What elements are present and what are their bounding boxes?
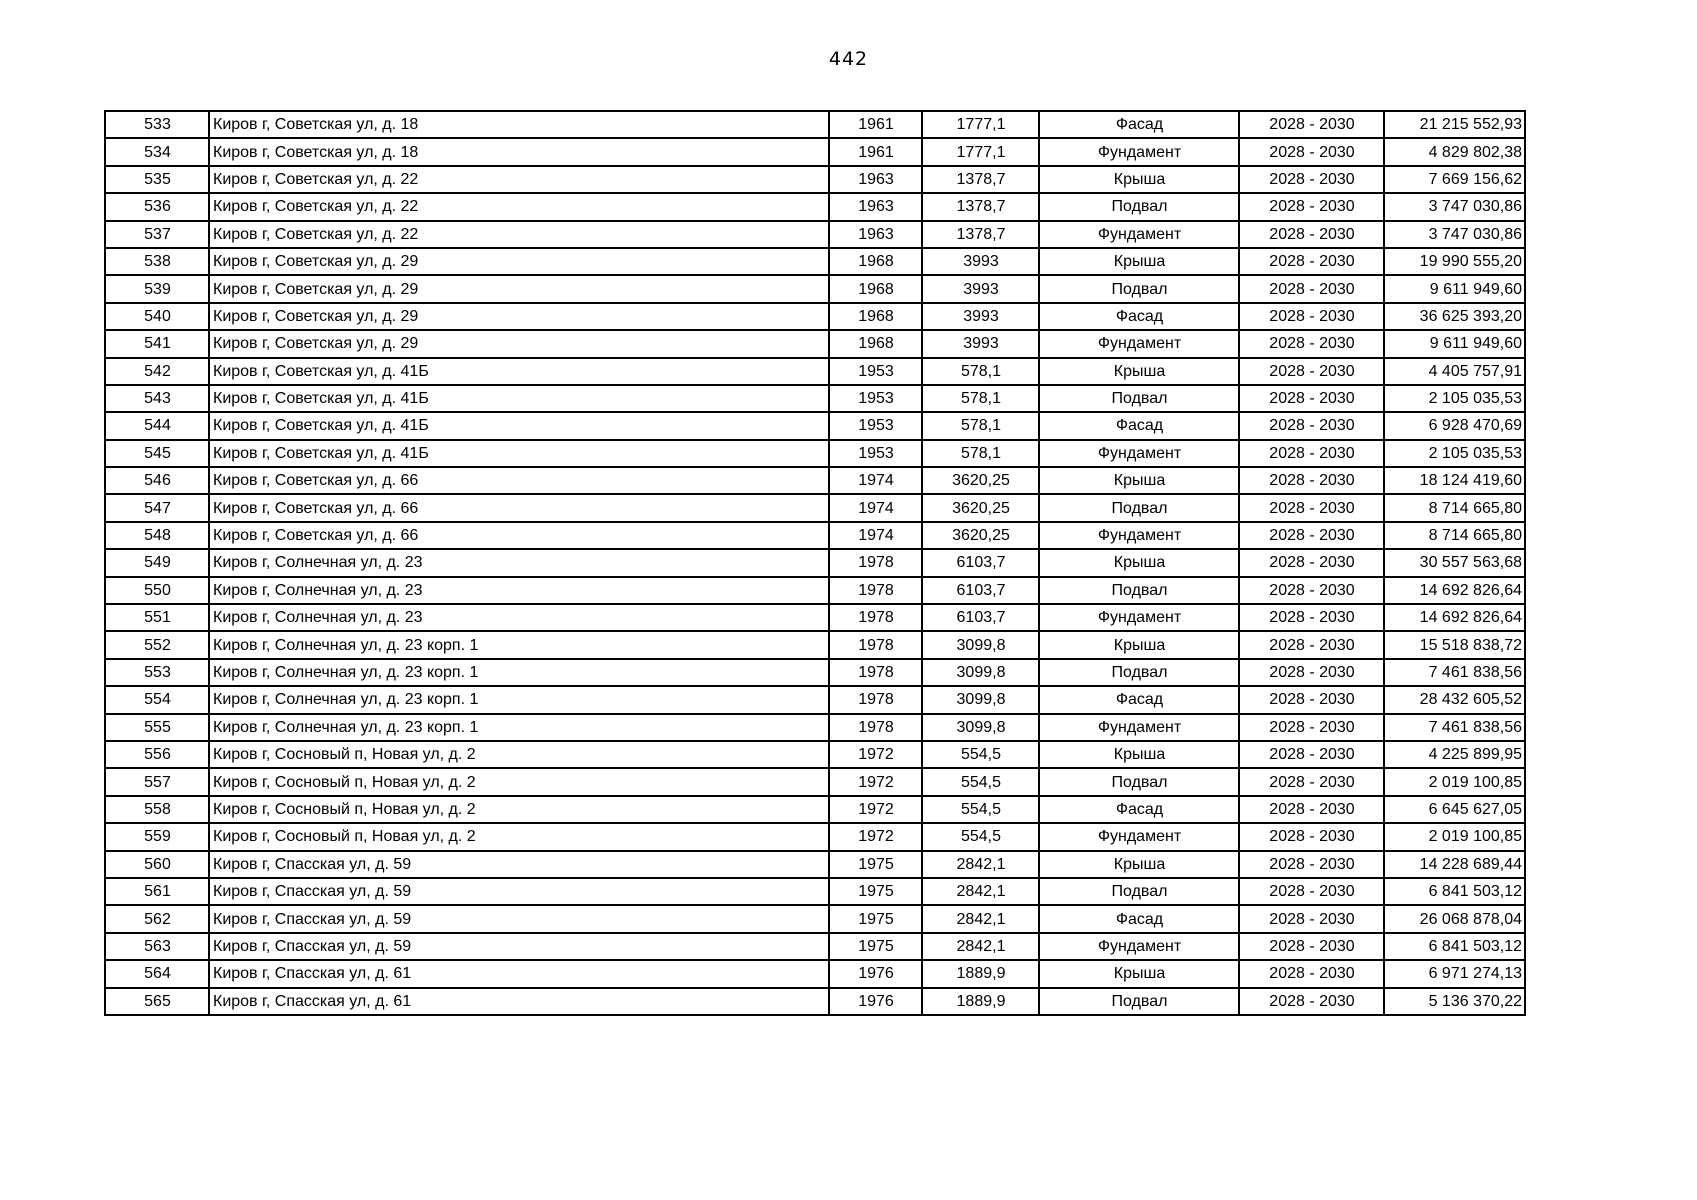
cost-cell: 2 019 100,85	[1384, 768, 1525, 795]
table-row	[105, 248, 1525, 275]
table-row	[105, 138, 1525, 165]
page-number: 442	[828, 48, 869, 70]
cost-cell: 6 841 503,12	[1384, 878, 1525, 905]
cost-cell: 2 105 035,53	[1384, 440, 1525, 467]
row-number-cell: 548	[105, 522, 209, 549]
address-cell: Киров г, Советская ул, д. 29	[209, 330, 829, 357]
row-number-cell: 556	[105, 741, 209, 768]
build-year-cell: 1974	[829, 494, 922, 521]
cost-cell: 14 228 689,44	[1384, 851, 1525, 878]
address-cell: Киров г, Спасская ул, д. 61	[209, 960, 829, 987]
cost-cell: 4 405 757,91	[1384, 358, 1525, 385]
address-cell: Киров г, Советская ул, д. 41Б	[209, 358, 829, 385]
address-cell: Киров г, Сосновый п, Новая ул, д. 2	[209, 741, 829, 768]
address-cell: Киров г, Спасская ул, д. 59	[209, 878, 829, 905]
work-type-cell: Фундамент	[1039, 138, 1239, 165]
area-cell: 6103,7	[922, 549, 1039, 576]
work-type-cell: Подвал	[1039, 988, 1239, 1015]
build-year-cell: 1976	[829, 960, 922, 987]
period-cell: 2028 - 2030	[1239, 303, 1384, 330]
area-cell: 1889,9	[922, 960, 1039, 987]
period-cell: 2028 - 2030	[1239, 549, 1384, 576]
address-cell: Киров г, Сосновый п, Новая ул, д. 2	[209, 796, 829, 823]
build-year-cell: 1978	[829, 686, 922, 713]
area-cell: 3993	[922, 330, 1039, 357]
address-cell: Киров г, Советская ул, д. 22	[209, 193, 829, 220]
table-row	[105, 494, 1525, 521]
cost-cell: 6 971 274,13	[1384, 960, 1525, 987]
row-number-cell: 537	[105, 221, 209, 248]
build-year-cell: 1963	[829, 166, 922, 193]
build-year-cell: 1978	[829, 577, 922, 604]
table-row	[105, 905, 1525, 932]
row-number-cell: 553	[105, 659, 209, 686]
period-cell: 2028 - 2030	[1239, 577, 1384, 604]
row-number-cell: 544	[105, 412, 209, 439]
cost-cell: 4 225 899,95	[1384, 741, 1525, 768]
area-cell: 2842,1	[922, 905, 1039, 932]
row-number-cell: 545	[105, 440, 209, 467]
area-cell: 3099,8	[922, 631, 1039, 658]
table-row	[105, 275, 1525, 302]
row-number-cell: 536	[105, 193, 209, 220]
work-type-cell: Крыша	[1039, 166, 1239, 193]
work-type-cell: Крыша	[1039, 549, 1239, 576]
row-number-cell: 550	[105, 577, 209, 604]
cost-cell: 30 557 563,68	[1384, 549, 1525, 576]
cost-cell: 19 990 555,20	[1384, 248, 1525, 275]
cost-cell: 21 215 552,93	[1384, 111, 1525, 138]
work-type-cell: Подвал	[1039, 659, 1239, 686]
address-cell: Киров г, Спасская ул, д. 61	[209, 988, 829, 1015]
address-cell: Киров г, Советская ул, д. 41Б	[209, 385, 829, 412]
address-cell: Киров г, Советская ул, д. 22	[209, 221, 829, 248]
address-cell: Киров г, Советская ул, д. 66	[209, 522, 829, 549]
period-cell: 2028 - 2030	[1239, 604, 1384, 631]
period-cell: 2028 - 2030	[1239, 988, 1384, 1015]
area-cell: 1378,7	[922, 221, 1039, 248]
table-row	[105, 933, 1525, 960]
work-type-cell: Фундамент	[1039, 440, 1239, 467]
work-type-cell: Фасад	[1039, 796, 1239, 823]
period-cell: 2028 - 2030	[1239, 138, 1384, 165]
area-cell: 3993	[922, 275, 1039, 302]
table-row	[105, 686, 1525, 713]
work-type-cell: Подвал	[1039, 193, 1239, 220]
address-cell: Киров г, Солнечная ул, д. 23	[209, 577, 829, 604]
period-cell: 2028 - 2030	[1239, 741, 1384, 768]
area-cell: 578,1	[922, 412, 1039, 439]
row-number-cell: 564	[105, 960, 209, 987]
row-number-cell: 559	[105, 823, 209, 850]
cost-cell: 3 747 030,86	[1384, 221, 1525, 248]
build-year-cell: 1975	[829, 851, 922, 878]
build-year-cell: 1968	[829, 275, 922, 302]
cost-cell: 8 714 665,80	[1384, 494, 1525, 521]
table-row	[105, 385, 1525, 412]
table-row	[105, 440, 1525, 467]
area-cell: 2842,1	[922, 933, 1039, 960]
table-row	[105, 522, 1525, 549]
period-cell: 2028 - 2030	[1239, 631, 1384, 658]
work-type-cell: Фундамент	[1039, 522, 1239, 549]
table-row	[105, 960, 1525, 987]
table-row	[105, 221, 1525, 248]
work-type-cell: Подвал	[1039, 878, 1239, 905]
build-year-cell: 1972	[829, 768, 922, 795]
table-row	[105, 412, 1525, 439]
address-cell: Киров г, Советская ул, д. 41Б	[209, 412, 829, 439]
area-cell: 1777,1	[922, 138, 1039, 165]
area-cell: 3993	[922, 248, 1039, 275]
row-number-cell: 535	[105, 166, 209, 193]
cost-cell: 14 692 826,64	[1384, 604, 1525, 631]
build-year-cell: 1974	[829, 467, 922, 494]
area-cell: 1378,7	[922, 193, 1039, 220]
build-year-cell: 1978	[829, 604, 922, 631]
period-cell: 2028 - 2030	[1239, 358, 1384, 385]
work-type-cell: Фундамент	[1039, 604, 1239, 631]
table-row	[105, 851, 1525, 878]
row-number-cell: 555	[105, 714, 209, 741]
area-cell: 3099,8	[922, 659, 1039, 686]
address-cell: Киров г, Советская ул, д. 41Б	[209, 440, 829, 467]
address-cell: Киров г, Советская ул, д. 66	[209, 467, 829, 494]
build-year-cell: 1968	[829, 248, 922, 275]
build-year-cell: 1975	[829, 933, 922, 960]
capital-repair-table	[104, 110, 1526, 1016]
period-cell: 2028 - 2030	[1239, 193, 1384, 220]
table-row	[105, 358, 1525, 385]
period-cell: 2028 - 2030	[1239, 412, 1384, 439]
row-number-cell: 542	[105, 358, 209, 385]
table-row	[105, 111, 1525, 138]
work-type-cell: Подвал	[1039, 275, 1239, 302]
table-row	[105, 988, 1525, 1015]
cost-cell: 2 019 100,85	[1384, 823, 1525, 850]
row-number-cell: 554	[105, 686, 209, 713]
area-cell: 1378,7	[922, 166, 1039, 193]
row-number-cell: 565	[105, 988, 209, 1015]
address-cell: Киров г, Сосновый п, Новая ул, д. 2	[209, 823, 829, 850]
area-cell: 2842,1	[922, 878, 1039, 905]
period-cell: 2028 - 2030	[1239, 686, 1384, 713]
period-cell: 2028 - 2030	[1239, 275, 1384, 302]
build-year-cell: 1972	[829, 796, 922, 823]
period-cell: 2028 - 2030	[1239, 385, 1384, 412]
table-row	[105, 659, 1525, 686]
table-row	[105, 796, 1525, 823]
row-number-cell: 543	[105, 385, 209, 412]
cost-cell: 7 461 838,56	[1384, 659, 1525, 686]
address-cell: Киров г, Солнечная ул, д. 23 корп. 1	[209, 714, 829, 741]
address-cell: Киров г, Советская ул, д. 18	[209, 111, 829, 138]
row-number-cell: 557	[105, 768, 209, 795]
address-cell: Киров г, Советская ул, д. 29	[209, 303, 829, 330]
build-year-cell: 1953	[829, 385, 922, 412]
area-cell: 3620,25	[922, 467, 1039, 494]
area-cell: 3993	[922, 303, 1039, 330]
table-row	[105, 166, 1525, 193]
period-cell: 2028 - 2030	[1239, 659, 1384, 686]
address-cell: Киров г, Спасская ул, д. 59	[209, 851, 829, 878]
cost-cell: 4 829 802,38	[1384, 138, 1525, 165]
work-type-cell: Крыша	[1039, 851, 1239, 878]
cost-cell: 28 432 605,52	[1384, 686, 1525, 713]
area-cell: 3620,25	[922, 494, 1039, 521]
period-cell: 2028 - 2030	[1239, 851, 1384, 878]
work-type-cell: Крыша	[1039, 467, 1239, 494]
period-cell: 2028 - 2030	[1239, 522, 1384, 549]
work-type-cell: Фасад	[1039, 412, 1239, 439]
work-type-cell: Крыша	[1039, 248, 1239, 275]
address-cell: Киров г, Сосновый п, Новая ул, д. 2	[209, 768, 829, 795]
row-number-cell: 551	[105, 604, 209, 631]
area-cell: 578,1	[922, 358, 1039, 385]
row-number-cell: 541	[105, 330, 209, 357]
cost-cell: 36 625 393,20	[1384, 303, 1525, 330]
work-type-cell: Фасад	[1039, 303, 1239, 330]
period-cell: 2028 - 2030	[1239, 714, 1384, 741]
row-number-cell: 539	[105, 275, 209, 302]
period-cell: 2028 - 2030	[1239, 878, 1384, 905]
row-number-cell: 563	[105, 933, 209, 960]
row-number-cell: 533	[105, 111, 209, 138]
table-row	[105, 878, 1525, 905]
work-type-cell: Фундамент	[1039, 221, 1239, 248]
cost-cell: 6 645 627,05	[1384, 796, 1525, 823]
cost-cell: 2 105 035,53	[1384, 385, 1525, 412]
build-year-cell: 1953	[829, 412, 922, 439]
address-cell: Киров г, Советская ул, д. 29	[209, 248, 829, 275]
table-row	[105, 193, 1525, 220]
build-year-cell: 1976	[829, 988, 922, 1015]
table-row	[105, 741, 1525, 768]
table-row	[105, 467, 1525, 494]
area-cell: 3099,8	[922, 686, 1039, 713]
cost-cell: 7 669 156,62	[1384, 166, 1525, 193]
area-cell: 1889,9	[922, 988, 1039, 1015]
work-type-cell: Крыша	[1039, 631, 1239, 658]
build-year-cell: 1968	[829, 303, 922, 330]
area-cell: 2842,1	[922, 851, 1039, 878]
area-cell: 3099,8	[922, 714, 1039, 741]
build-year-cell: 1961	[829, 138, 922, 165]
table-body	[105, 111, 1525, 1015]
cost-cell: 9 611 949,60	[1384, 275, 1525, 302]
row-number-cell: 552	[105, 631, 209, 658]
work-type-cell: Подвал	[1039, 577, 1239, 604]
row-number-cell: 534	[105, 138, 209, 165]
area-cell: 6103,7	[922, 604, 1039, 631]
address-cell: Киров г, Спасская ул, д. 59	[209, 905, 829, 932]
area-cell: 554,5	[922, 796, 1039, 823]
cost-cell: 18 124 419,60	[1384, 467, 1525, 494]
cost-cell: 15 518 838,72	[1384, 631, 1525, 658]
build-year-cell: 1978	[829, 659, 922, 686]
period-cell: 2028 - 2030	[1239, 768, 1384, 795]
work-type-cell: Фундамент	[1039, 823, 1239, 850]
cost-cell: 6 841 503,12	[1384, 933, 1525, 960]
address-cell: Киров г, Солнечная ул, д. 23	[209, 549, 829, 576]
area-cell: 6103,7	[922, 577, 1039, 604]
area-cell: 554,5	[922, 768, 1039, 795]
address-cell: Киров г, Солнечная ул, д. 23 корп. 1	[209, 631, 829, 658]
area-cell: 578,1	[922, 385, 1039, 412]
table-row	[105, 823, 1525, 850]
cost-cell: 7 461 838,56	[1384, 714, 1525, 741]
period-cell: 2028 - 2030	[1239, 933, 1384, 960]
build-year-cell: 1978	[829, 549, 922, 576]
build-year-cell: 1963	[829, 193, 922, 220]
build-year-cell: 1978	[829, 631, 922, 658]
period-cell: 2028 - 2030	[1239, 796, 1384, 823]
area-cell: 3620,25	[922, 522, 1039, 549]
row-number-cell: 561	[105, 878, 209, 905]
work-type-cell: Крыша	[1039, 741, 1239, 768]
cost-cell: 5 136 370,22	[1384, 988, 1525, 1015]
period-cell: 2028 - 2030	[1239, 166, 1384, 193]
work-type-cell: Подвал	[1039, 768, 1239, 795]
address-cell: Киров г, Советская ул, д. 18	[209, 138, 829, 165]
address-cell: Киров г, Солнечная ул, д. 23 корп. 1	[209, 659, 829, 686]
row-number-cell: 560	[105, 851, 209, 878]
cost-cell: 26 068 878,04	[1384, 905, 1525, 932]
work-type-cell: Крыша	[1039, 358, 1239, 385]
table-row	[105, 330, 1525, 357]
period-cell: 2028 - 2030	[1239, 440, 1384, 467]
row-number-cell: 540	[105, 303, 209, 330]
cost-cell: 14 692 826,64	[1384, 577, 1525, 604]
cost-cell: 3 747 030,86	[1384, 193, 1525, 220]
address-cell: Киров г, Спасская ул, д. 59	[209, 933, 829, 960]
period-cell: 2028 - 2030	[1239, 467, 1384, 494]
row-number-cell: 538	[105, 248, 209, 275]
row-number-cell: 549	[105, 549, 209, 576]
work-type-cell: Подвал	[1039, 494, 1239, 521]
period-cell: 2028 - 2030	[1239, 823, 1384, 850]
work-type-cell: Фасад	[1039, 686, 1239, 713]
build-year-cell: 1974	[829, 522, 922, 549]
build-year-cell: 1972	[829, 823, 922, 850]
row-number-cell: 558	[105, 796, 209, 823]
period-cell: 2028 - 2030	[1239, 111, 1384, 138]
period-cell: 2028 - 2030	[1239, 905, 1384, 932]
build-year-cell: 1953	[829, 358, 922, 385]
work-type-cell: Фундамент	[1039, 933, 1239, 960]
cost-cell: 8 714 665,80	[1384, 522, 1525, 549]
build-year-cell: 1975	[829, 905, 922, 932]
address-cell: Киров г, Советская ул, д. 29	[209, 275, 829, 302]
table-row	[105, 303, 1525, 330]
work-type-cell: Фасад	[1039, 905, 1239, 932]
table-row	[105, 577, 1525, 604]
work-type-cell: Подвал	[1039, 385, 1239, 412]
period-cell: 2028 - 2030	[1239, 248, 1384, 275]
address-cell: Киров г, Советская ул, д. 66	[209, 494, 829, 521]
address-cell: Киров г, Советская ул, д. 22	[209, 166, 829, 193]
area-cell: 578,1	[922, 440, 1039, 467]
area-cell: 554,5	[922, 741, 1039, 768]
address-cell: Киров г, Солнечная ул, д. 23 корп. 1	[209, 686, 829, 713]
build-year-cell: 1953	[829, 440, 922, 467]
table-row	[105, 631, 1525, 658]
period-cell: 2028 - 2030	[1239, 494, 1384, 521]
table-row	[105, 604, 1525, 631]
build-year-cell: 1968	[829, 330, 922, 357]
period-cell: 2028 - 2030	[1239, 330, 1384, 357]
row-number-cell: 547	[105, 494, 209, 521]
row-number-cell: 546	[105, 467, 209, 494]
build-year-cell: 1978	[829, 714, 922, 741]
address-cell: Киров г, Солнечная ул, д. 23	[209, 604, 829, 631]
build-year-cell: 1972	[829, 741, 922, 768]
period-cell: 2028 - 2030	[1239, 221, 1384, 248]
row-number-cell: 562	[105, 905, 209, 932]
build-year-cell: 1963	[829, 221, 922, 248]
table-row	[105, 714, 1525, 741]
work-type-cell: Крыша	[1039, 960, 1239, 987]
work-type-cell: Фундамент	[1039, 330, 1239, 357]
table-row	[105, 768, 1525, 795]
build-year-cell: 1961	[829, 111, 922, 138]
build-year-cell: 1975	[829, 878, 922, 905]
area-cell: 554,5	[922, 823, 1039, 850]
work-type-cell: Фасад	[1039, 111, 1239, 138]
cost-cell: 9 611 949,60	[1384, 330, 1525, 357]
period-cell: 2028 - 2030	[1239, 960, 1384, 987]
work-type-cell: Фундамент	[1039, 714, 1239, 741]
area-cell: 1777,1	[922, 111, 1039, 138]
cost-cell: 6 928 470,69	[1384, 412, 1525, 439]
table-row	[105, 549, 1525, 576]
